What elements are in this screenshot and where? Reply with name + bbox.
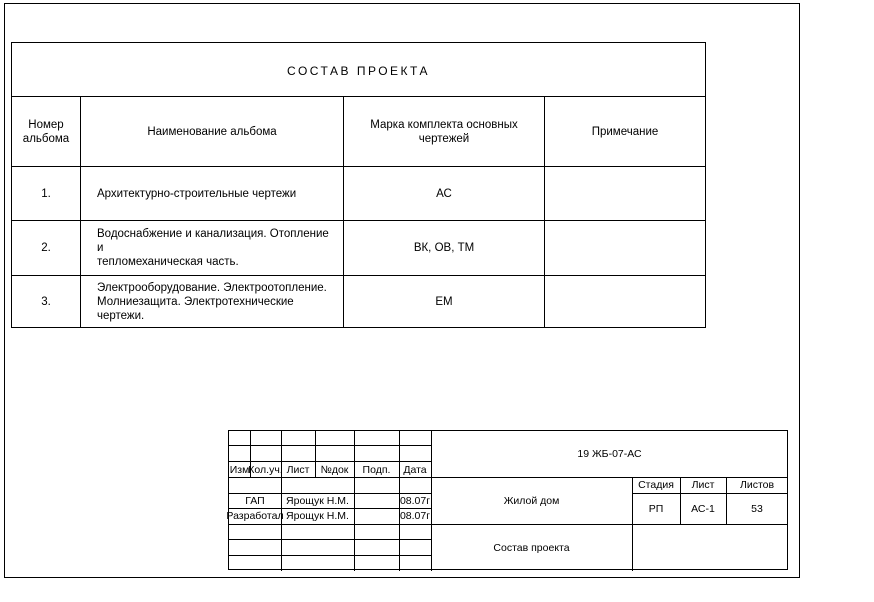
row-note bbox=[545, 276, 705, 328]
stage-header: Стадия bbox=[638, 479, 674, 491]
row-mark: ВК, ОВ, ТМ bbox=[344, 221, 545, 275]
row-name: Архитектурно-строительные чертежи bbox=[81, 167, 344, 220]
grid-line bbox=[229, 539, 431, 540]
row-note bbox=[545, 167, 705, 220]
project-composition-table bbox=[11, 42, 706, 328]
header-note: Примечание bbox=[591, 125, 659, 138]
title-block bbox=[228, 430, 788, 570]
row-mark: ЕМ bbox=[344, 276, 545, 328]
person-name-developer: Ярощук Н.М. bbox=[286, 510, 349, 522]
building-name: Жилой дом bbox=[503, 494, 560, 507]
sheet-title: Состав проекта bbox=[493, 541, 570, 554]
col-kol-uch: Кол.уч. bbox=[248, 464, 283, 476]
table-row bbox=[12, 221, 705, 276]
date-developer: 08.07г bbox=[399, 510, 431, 522]
col-ndok: №док bbox=[320, 464, 349, 476]
composition-header-row bbox=[12, 97, 705, 167]
table-row bbox=[12, 167, 705, 221]
col-izm: Изм bbox=[229, 464, 250, 476]
row-mark: АС bbox=[344, 167, 545, 220]
header-drawing-mark: Марка комплекта основных чертежей bbox=[344, 97, 545, 166]
row-note bbox=[545, 221, 705, 275]
grid-line bbox=[229, 524, 431, 525]
row-number: 1. bbox=[12, 167, 81, 220]
sheets-header: Листов bbox=[739, 479, 775, 491]
grid-line bbox=[229, 555, 431, 556]
grid-line bbox=[354, 431, 355, 571]
sheets-total-value: 53 bbox=[751, 502, 763, 515]
header-album-number: Номер альбома bbox=[12, 97, 81, 166]
stage-value: РП bbox=[648, 502, 664, 515]
col-data: Дата bbox=[403, 464, 427, 476]
grid-line bbox=[229, 445, 431, 446]
row-number: 3. bbox=[12, 276, 81, 328]
sheet-value: АС-1 bbox=[691, 502, 715, 515]
row-name: Водоснабжение и канализация. Отопление и тепломеханическая часть. bbox=[81, 221, 344, 275]
role-developer: Разработал bbox=[226, 510, 284, 522]
role-gap: ГАП bbox=[245, 494, 265, 507]
sheet-header: Лист bbox=[691, 479, 715, 491]
col-list: Лист bbox=[286, 464, 310, 476]
header-album-name: Наименование альбома bbox=[81, 97, 344, 166]
row-name: Электрооборудование. Электроотопление. Молниезащита. Электротехнические чертежи. bbox=[81, 276, 344, 328]
table-row bbox=[12, 276, 705, 328]
col-podp: Подп. bbox=[362, 464, 391, 476]
row-number: 2. bbox=[12, 221, 81, 275]
project-code: 19 ЖБ-07-АС bbox=[577, 448, 642, 460]
date-gap: 08.07г bbox=[399, 494, 431, 507]
person-name-gap: Ярощук Н.М. bbox=[286, 494, 349, 507]
composition-title: СОСТАВ ПРОЕКТА bbox=[12, 43, 705, 97]
